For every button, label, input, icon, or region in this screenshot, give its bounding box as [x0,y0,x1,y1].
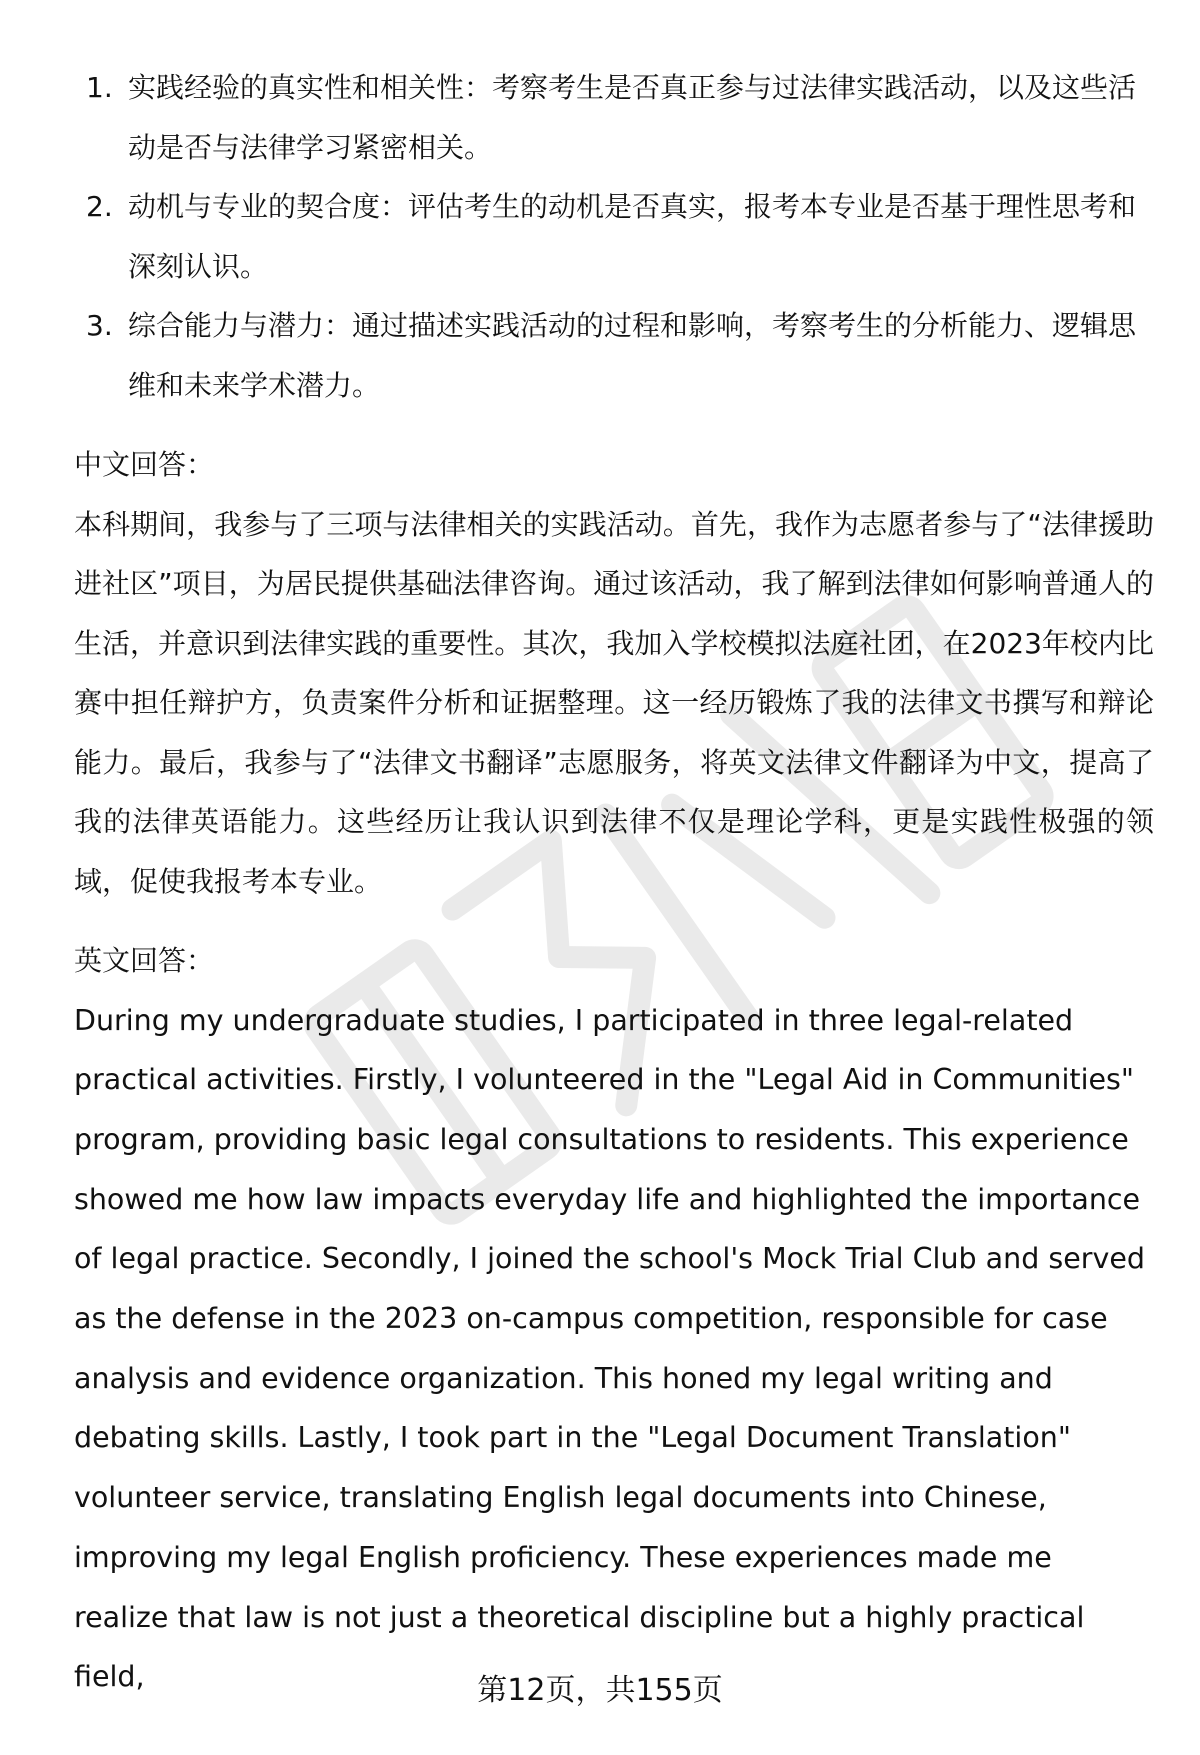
list-item-text: 动机与专业的契合度：评估考生的动机是否真实，报考本专业是否基于理性思考和深刻认识。 [128,190,1137,283]
list-item-number: 1. [86,71,113,104]
list-item-text: 综合能力与潜力：通过描述实践活动的过程和影响，考察考生的分析能力、逻辑思维和未来学术潜力。 [128,309,1137,402]
page-content [74,58,1154,1707]
chinese-answer-label: 中文回答： [74,448,215,481]
criteria-list [74,58,1154,415]
english-answer-text: During my undergraduate studies, I participated in three legal-related practical activities. Firstly, I volunteered in the "Legal Aid in Communities" program, providing basic legal consultations to residents. This experience showed me how law impacts everyday life and highlighted the importance of legal practice. Secondly, I joined the school's Mock Trial Club and served as the defense in the 2023 on-campus competition, responsible for case analysis and evidence organization. This honed my legal writing and debating skills. Lastly, I took part in the "Legal Document Translation" volunteer service, translating English legal documents into Chinese, improving my legal English proficiency. These experiences made me realize that law is not just a theoretical discipline but a highly practical field, [74,1003,1145,1694]
page-footer: 第12页，共155页 [477,1673,723,1708]
list-item [74,58,1154,177]
list-item [74,296,1154,415]
list-item [74,177,1154,296]
chinese-answer-text: 本科期间，我参与了三项与法律相关的实践活动。首先，我作为志愿者参与了“法律援助进社区”项目，为居民提供基础法律咨询。通过该活动，我了解到法律如何影响普通人的生活，并意识到法律实践的重要性。其次，我加入学校模拟法庭社团，在2023年校内比赛中担任辩护方，负责案件分析和证据整理。这一经历锻炼了我的法律文书撰写和辩论能力。最后，我参与了“法律文书翻译”志愿服务，将英文法律文件翻译为中文，提高了我的法律英语能力。这些经历让我认识到法律不仅是理论学科，更是实践性极强的领域，促使我报考本专业。 [74,507,1154,898]
list-item-text: 实践经验的真实性和相关性：考察考生是否真正参与过法律实践活动，以及这些活动是否与法律学习紧密相关。 [128,71,1137,164]
english-answer-label: 英文回答： [74,944,215,977]
list-item-number: 2. [86,190,113,223]
list-item-number: 3. [86,309,113,342]
